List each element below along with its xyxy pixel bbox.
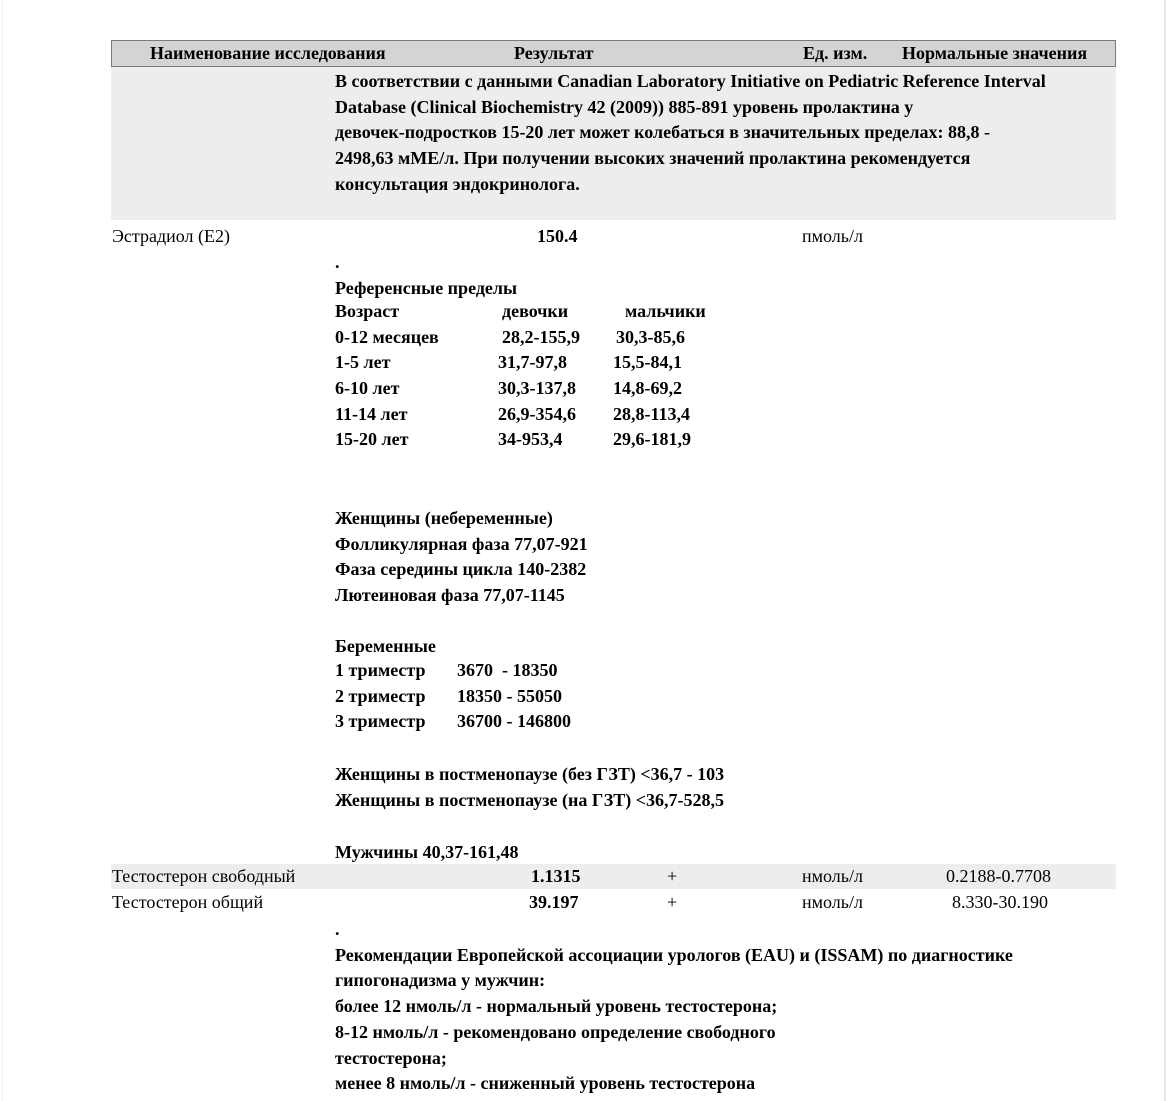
trimester: 3 триместр: [335, 711, 426, 732]
dot: .: [335, 252, 340, 272]
women-nonpregnant-reference: [335, 506, 588, 609]
header-result: Результат: [514, 43, 594, 63]
boys-range: 15,5-84,1: [613, 352, 682, 373]
table-row-testosterone-total: [111, 890, 1116, 915]
page-edge-right: [1164, 0, 1166, 1101]
trimester: 1 триместр: [335, 660, 426, 680]
abnormal-flag: +: [667, 866, 678, 886]
girls-range: 34-953,4: [498, 429, 563, 450]
test-unit: пмоль/л: [802, 226, 863, 246]
trimester-range: 18350 - 55050: [457, 685, 562, 706]
test-result: 150.4: [537, 226, 578, 246]
note-line: гипогонадизма у мужчин:: [335, 970, 546, 991]
girls-range: 31,7-97,8: [498, 352, 567, 373]
trimester: 2 триместр: [335, 685, 426, 706]
test-name: Тестостерон общий: [112, 892, 264, 912]
table-row-estradiol: [111, 224, 1116, 249]
age: 15-20 лет: [335, 429, 409, 450]
test-result: 39.197: [529, 892, 579, 912]
phase-line: Фаза середины цикла 140-2382: [335, 559, 587, 580]
note-line: более 12 нмоль/л - нормальный уровень тестостерона;: [335, 996, 778, 1017]
note-line: Рекомендации Европейской ассоциации урологов (EAU) и (ISSAM) по диагностике: [335, 944, 1013, 965]
header-test-name: Наименование исследования: [150, 43, 386, 63]
pregnant-title: Беременные: [335, 636, 436, 656]
age: 6-10 лет: [335, 378, 400, 399]
boys-range: 28,8-113,4: [613, 403, 691, 424]
note-line: тестостерона;: [335, 1047, 447, 1068]
page-edge-left: [2, 0, 3, 1101]
header-normal-values: Нормальные значения: [902, 43, 1088, 63]
note-line: 8-12 нмоль/л - рекомендовано определение свободного: [335, 1021, 776, 1042]
note-line: В соответствии с данными Canadian Laboratory Initiative on Pediatric Reference Interval: [335, 71, 1046, 91]
boys-range: 30,3-85,6: [616, 326, 685, 347]
test-unit: нмоль/л: [802, 866, 863, 886]
age: 11-14 лет: [335, 403, 408, 424]
column-girls: девочки: [502, 301, 569, 321]
postmenopause-reference: [335, 762, 724, 813]
estradiol-reference-header: [335, 250, 517, 301]
age: 1-5 лет: [335, 352, 391, 373]
trimester-range: 3670 - 18350: [457, 660, 558, 680]
postmenopause-line: Женщины в постменопаузе (на ГЗТ) <36,7-528,5: [335, 789, 724, 810]
test-name: Эстрадиол (E2): [112, 226, 230, 246]
phase-line: Лютеиновая фаза 77,07-1145: [335, 585, 565, 606]
abnormal-flag: +: [667, 892, 678, 912]
note-line: консультация эндокринолога.: [335, 173, 580, 194]
dot: .: [335, 919, 340, 939]
note-line: менее 8 нмоль/л - сниженный уровень тестостерона: [335, 1073, 756, 1094]
girls-range: 30,3-137,8: [498, 378, 576, 399]
column-age: Возраст: [335, 301, 400, 321]
girls-range: 26,9-354,6: [498, 403, 576, 424]
test-normal-range: 8.330-30.190: [952, 892, 1048, 912]
phase-line: Фолликулярная фаза 77,07-921: [335, 533, 588, 554]
test-name: Тестостерон свободный: [112, 866, 296, 886]
test-unit: нмоль/л: [802, 892, 863, 912]
men-reference: Мужчины 40,37-161,48: [335, 842, 519, 862]
trimester-range: 36700 - 146800: [457, 711, 571, 732]
age: 0-12 месяцев: [335, 326, 439, 347]
girls-range: 28,2-155,9: [502, 326, 580, 347]
note-line: Database (Clinical Biochemistry 42 (2009)) 885-891 уровень пролактина у: [335, 96, 914, 117]
boys-range: 29,6-181,9: [613, 429, 691, 450]
note-line: 2498,63 мМЕ/л. При получении высоких значений пролактина рекомендуется: [335, 148, 971, 169]
table-header: [111, 40, 1116, 67]
postmenopause-line: Женщины в постменопаузе (без ГЗТ) <36,7 - 103: [335, 764, 725, 784]
boys-range: 14,8-69,2: [613, 378, 682, 399]
column-boys: мальчики: [625, 301, 706, 321]
test-result: 1.1315: [531, 866, 581, 886]
table-row-testosterone-free: [111, 864, 1116, 889]
prolactin-note: [335, 69, 1046, 198]
header-unit: Ед. изм.: [803, 43, 868, 63]
test-normal-range: 0.2188-0.7708: [946, 866, 1051, 886]
women-title: Женщины (небеременные): [335, 508, 553, 528]
note-line: девочек-подростков 15-20 лет может колебаться в значительных пределах: 88,8 -: [335, 122, 991, 143]
testosterone-note: [335, 917, 1013, 1097]
reference-title: Референсные пределы: [335, 277, 518, 298]
